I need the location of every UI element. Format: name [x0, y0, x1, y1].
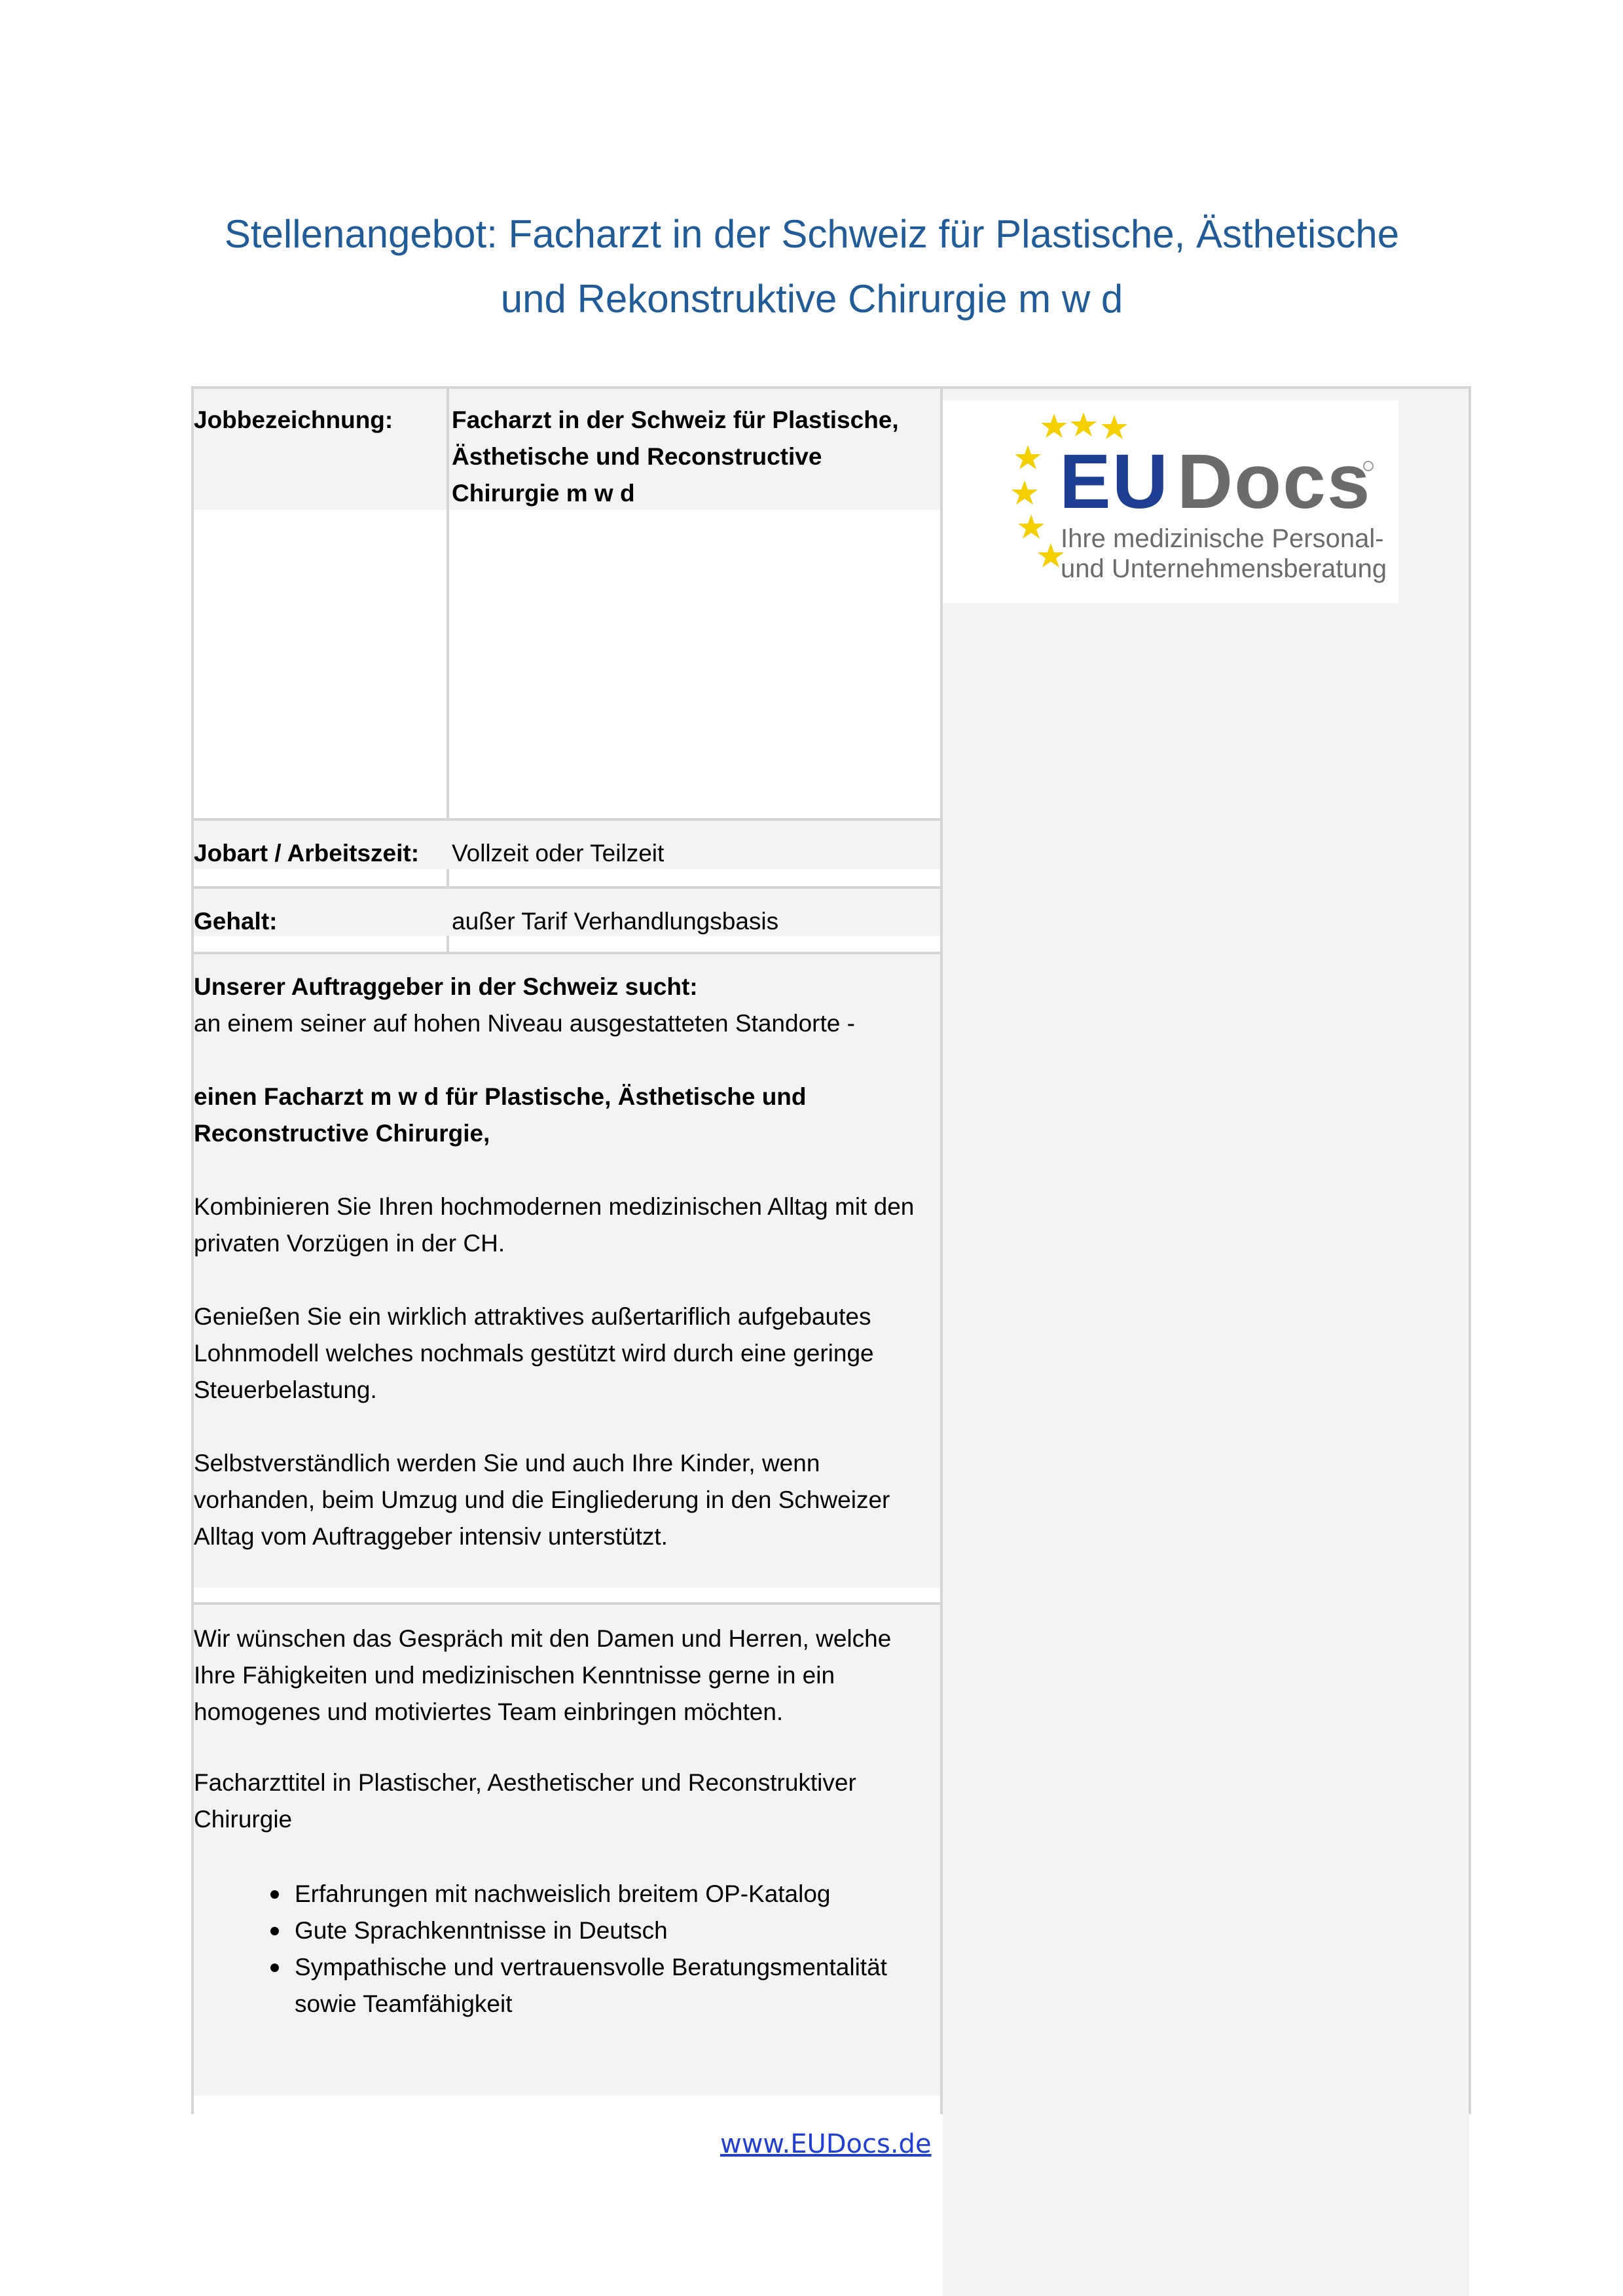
logo-brand-docs: Docs — [1176, 439, 1372, 525]
paragraph-3-line-3: Alltag vom Auftraggeber intensiv unterstützt. — [194, 1523, 668, 1550]
requirements-p1-line-1: Wir wünschen das Gespräch mit den Damen und Herren, welche — [194, 1625, 892, 1652]
paragraph-2-line-3: Steuerbelastung. — [194, 1376, 377, 1403]
paragraph-1-line-2: privaten Vorzügen in der CH. — [194, 1230, 505, 1257]
description-text — [194, 969, 934, 1555]
list-item: Gute Sprachkenntnisse in Deutsch — [295, 1912, 934, 1949]
requirements-p1-line-3: homogenes und motiviertes Team einbringen möchten. — [194, 1698, 784, 1725]
logo-brand-eu: EU — [1059, 439, 1169, 525]
jobtitle-value-line-1: Facharzt in der Schweiz für Plastische, — [452, 406, 899, 433]
paragraph-2-line-2: Lohnmodell welches nochmals gestützt wird durch eine geringe — [194, 1340, 874, 1367]
list-item-line-2: sowie Teamfähigkeit — [295, 1990, 513, 2017]
jobtitle-label: Jobbezeichnung: — [194, 406, 393, 433]
jobtitle-value-line-3: Chirurgie m w d — [452, 480, 635, 507]
logo-tagline-2: und Unternehmensberatung — [1061, 554, 1387, 583]
list-item: Erfahrungen mit nachweislich breitem OP-Katalog — [295, 1876, 934, 1912]
paragraph-1-line-1: Kombinieren Sie Ihren hochmodernen medizinischen Alltag mit den — [194, 1193, 915, 1220]
jobtype-value: Vollzeit oder Teilzeit — [452, 840, 665, 867]
salary-value: außer Tarif Verhandlungsbasis — [452, 908, 779, 935]
page-title — [164, 202, 1460, 331]
website-link[interactable]: www.EUDocs.de — [720, 2129, 932, 2159]
paragraph-2-line-1: Genießen Sie ein wirklich attraktives außertariflich aufgebautes — [194, 1303, 871, 1330]
requirements-text — [194, 1621, 934, 2022]
requirements-p2-line-2: Chirurgie — [194, 1806, 293, 1833]
description-line: an einem seiner auf hohen Niveau ausgestatteten Standorte - — [194, 1010, 855, 1037]
logo-tagline-1: Ihre medizinische Personal- — [1061, 524, 1384, 553]
title-line-2: und Rekonstruktive Chirurgie m w d — [500, 277, 1123, 321]
requirements-list — [194, 1876, 934, 2022]
sidebar-divider — [940, 389, 943, 2114]
jobtype-label: Jobart / Arbeitszeit: — [194, 840, 420, 867]
list-item — [295, 1949, 934, 2022]
requirements-p2-line-1: Facharzttitel in Plastischer, Aesthetischer und Reconstruktiver — [194, 1769, 856, 1796]
position-title-line-1: einen Facharzt m w d für Plastische, Ästhetische und — [194, 1083, 807, 1110]
jobtitle-value — [452, 402, 936, 512]
list-item-line-1: Sympathische und vertrauensvolle Beratungsmentalität — [295, 1954, 887, 1981]
title-line-1: Stellenangebot: Facharzt in der Schweiz für Plastische, Ästhetische — [224, 212, 1400, 256]
jobtitle-value-line-2: Ästhetische und Reconstructive — [452, 443, 822, 470]
description-heading: Unserer Auftraggeber in der Schweiz sucht: — [194, 973, 698, 1000]
salary-label: Gehalt: — [194, 908, 278, 935]
paragraph-3-line-1: Selbstverständlich werden Sie und auch Ihre Kinder, wenn — [194, 1450, 820, 1477]
position-title-line-2: Reconstructive Chirurgie, — [194, 1120, 490, 1147]
paragraph-3-line-2: vorhanden, beim Umzug und die Eingliederung in den Schweizer — [194, 1486, 890, 1513]
requirements-p1-line-2: Ihre Fähigkeiten und medizinischen Kenntnisse gerne in ein — [194, 1662, 835, 1689]
